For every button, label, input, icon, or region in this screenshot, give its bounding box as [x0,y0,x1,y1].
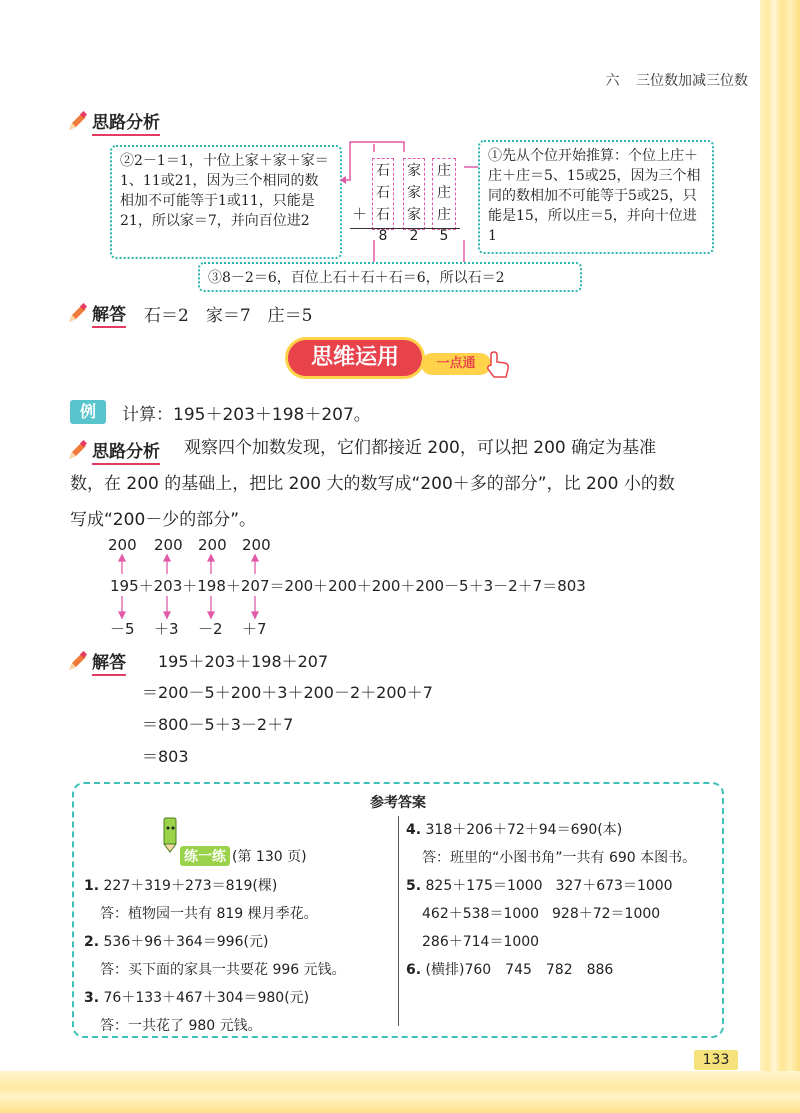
answer-2-line-1: 195＋203＋198＋207 [158,652,329,671]
answer-q2-text: 答：买下面的家具一共要花 996 元钱。 [100,962,346,978]
thinking-banner [285,337,515,387]
analysis-connectors [340,140,490,280]
diagram-equation: 195＋203＋198＋207＝200＋200＋200＋200－5＋3－2＋7＝803 [110,577,586,595]
right-answers [406,816,716,984]
diff-2: ＋3 [154,620,179,638]
diff-4: ＋7 [242,620,267,638]
plus-sign: ＋ [352,205,368,223]
chapter-number: 六 [605,73,620,89]
chapter-header [606,70,748,90]
pencil-icon [66,303,88,325]
base-200-2: 200 [154,536,183,554]
practice-page: (第 130 页) [232,849,307,865]
example-badge: 例 [70,400,106,424]
answer-2-line-2: ＝200－5＋200＋3＋200－2＋200＋7 [142,683,433,702]
analysis-heading-2: 思路分析 [66,437,160,465]
base-200-4: 200 [242,536,271,554]
result-ones: 5 [439,228,449,244]
left-answers [84,872,394,1040]
answer-2-line-4: ＝803 [142,747,189,766]
page-edge-bottom [0,1071,800,1113]
result-hundreds: 8 [378,228,388,244]
page-number: 133 [694,1050,738,1070]
answer-1-text: 石＝2 家＝7 庄＝5 [144,306,313,326]
pencil-icon [66,440,88,462]
answer-q6: 6. (横排)760 745 782 886 [406,962,614,978]
banner-title: 思维运用 [285,337,425,379]
answer-2-line-3: ＝800－5＋3－2＋7 [142,715,294,734]
answer-q5-row1: 5. 825＋175＝1000 327＋673＝1000 [406,878,673,894]
analysis-step3-box: ③8－2＝6，百位上石＋石＋石＝6，所以石＝2 [198,262,582,292]
answer-q2: 2. 536＋96＋364＝996(元) [84,934,269,950]
pencil-mascot-icon [156,814,182,854]
analysis-heading-1: 思路分析 [66,108,160,136]
answer-q1-text: 答：植物园一共有 819 棵月季花。 [100,906,318,922]
analysis-step1-box: ①先从个位开始推算：个位上庄＋庄＋庄＝5、15或25，因为三个相同的数相加不可能等于5或25，只能是15，所以庄＝5，并向十位进1 [478,140,714,254]
pencil-icon [66,111,88,133]
answer-q3: 3. 76＋133＋467＋304＝980(元) [84,990,310,1006]
example-text: 计算：195＋203＋198＋207。 [122,405,371,425]
analysis-2-line-2: 数，在 200 的基础上，把比 200 大的数写成“200＋多的部分”，比 200 小的数 [70,474,675,494]
answer-q1: 1. 227＋319＋273＝819(棵) [84,878,278,894]
answer-q5-row3: 286＋714＝1000 [422,934,540,950]
practice-label: 练一练 [180,846,230,866]
answer-heading-1: 解答 [66,300,126,328]
analysis-step2-box: ②2－1＝1，十位上家＋家＋家＝1、11或21，因为三个相同的数相加不可能等于1或11，只能是21，所以家＝7，并向百位进2 [110,145,342,259]
reference-title: 参考答案 [370,795,426,811]
answer-q5-row2: 462＋538＝1000 928＋72＝1000 [422,906,661,922]
chapter-title: 三位数加减三位数 [636,73,748,89]
base-200-3: 200 [198,536,227,554]
analysis-2-line-1: 观察四个加数发现，它们都接近 200，可以把 200 确定为基准 [184,438,657,458]
result-tens: 2 [409,228,419,244]
answer-heading-2: 解答 [66,648,126,676]
answer-q3-text: 答：一共花了 980 元钱。 [100,1018,262,1034]
page-edge-right [760,0,800,1113]
column-shi: 石 石 石 [376,163,390,223]
column-jia: 家 家 家 [407,163,421,223]
answer-q4-text: 答：班里的“小图书角”一共有 690 本图书。 [422,850,697,866]
column-zhuang: 庄 庄 庄 [437,163,451,223]
banner-tag: 一点通 [421,353,491,375]
base-200-1: 200 [108,536,137,554]
column-divider [398,816,399,1026]
diff-3: －2 [198,620,223,638]
pencil-icon [66,651,88,673]
answer-q4: 4. 318＋206＋72＋94＝690(本) [406,822,623,838]
pointing-hand-icon [485,351,511,379]
reference-answers-box [72,782,724,1038]
analysis-2-line-3: 写成“200－少的部分”。 [70,510,257,530]
diff-1: －5 [110,620,135,638]
